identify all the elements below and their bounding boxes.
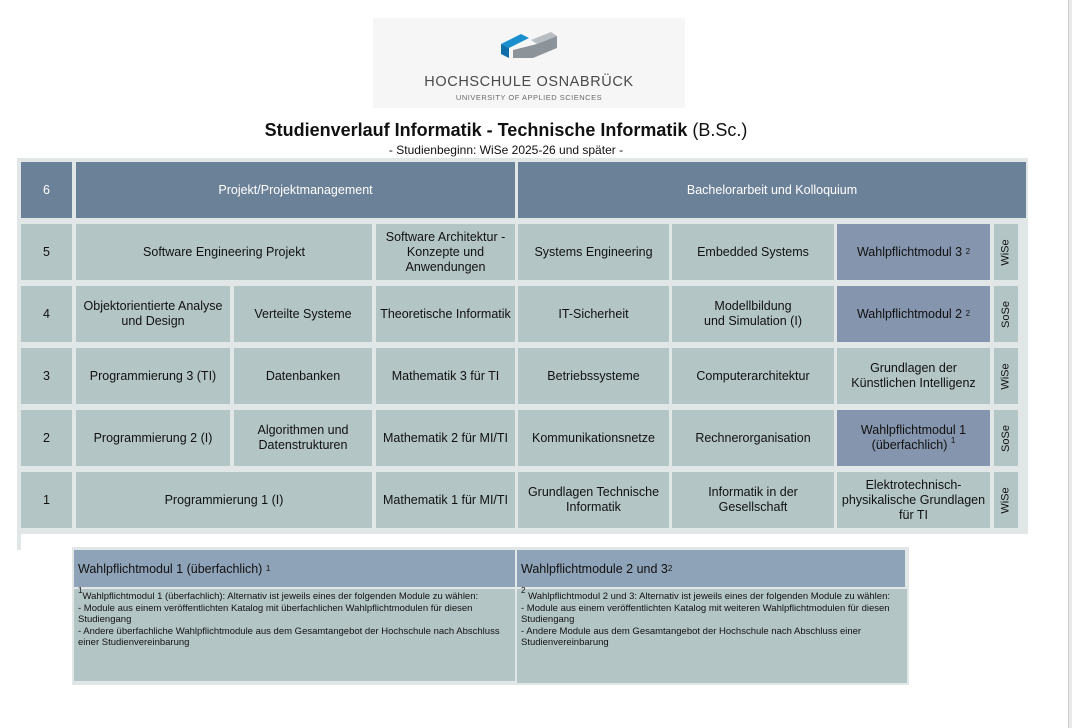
module-programmierung-3: Programmierung 3 (TI) bbox=[76, 348, 230, 404]
module-wahlpflicht-1-sublabel bbox=[872, 438, 956, 453]
legend-right-title-text: Wahlpflichtmodule 2 und 3 bbox=[521, 561, 668, 576]
module-software-engineering-projekt: Software Engineering Projekt bbox=[76, 224, 372, 280]
module-theoretische-informatik: Theoretische Informatik bbox=[376, 286, 515, 342]
module-it-sicherheit: IT-Sicherheit bbox=[518, 286, 669, 342]
term-text: WiSe bbox=[999, 486, 1012, 514]
module-wahlpflicht-3-label: Wahlpflichtmodul 3 bbox=[856, 244, 963, 259]
module-datenbanken: Datenbanken bbox=[234, 348, 372, 404]
module-wahlpflicht-1 bbox=[837, 410, 990, 466]
term-label-4 bbox=[994, 286, 1018, 342]
legend-right-body bbox=[517, 586, 907, 683]
module-embedded-systems: Embedded Systems bbox=[672, 224, 834, 280]
module-informatik-gesellschaft: Informatik in der Gesellschaft bbox=[672, 472, 834, 528]
title-degree: (B.Sc.) bbox=[687, 120, 748, 140]
module-kommunikationsnetze: Kommunikationsnetze bbox=[518, 410, 669, 466]
grid-edge bbox=[17, 534, 21, 550]
legend-right-title: Wahlpflichtmodule 2 und 3 2 bbox=[517, 550, 905, 587]
module-bachelorarbeit: Bachelorarbeit und Kolloquium bbox=[518, 162, 1026, 218]
module-ooad: Objektorientierte Analyse und Design bbox=[76, 286, 230, 342]
semester-number-1: 1 bbox=[21, 472, 72, 528]
module-wahlpflicht-3: Wahlpflichtmodul 3 2 bbox=[837, 224, 990, 280]
module-algorithmen: Algorithmen und Datenstrukturen bbox=[234, 410, 372, 466]
semester-number-4: 4 bbox=[21, 286, 72, 342]
module-mathematik-3: Mathematik 3 für TI bbox=[376, 348, 515, 404]
footnote-mark: 2 bbox=[521, 586, 526, 595]
term-text: SoSe bbox=[999, 424, 1012, 452]
term-label-2 bbox=[994, 410, 1018, 466]
module-computerarchitektur: Computerarchitektur bbox=[672, 348, 834, 404]
module-wahlpflicht-1-label: Wahlpflichtmodul 1 bbox=[860, 423, 967, 437]
page-title bbox=[0, 120, 1012, 141]
module-modellbildung: Modellbildung und Simulation (I) bbox=[672, 286, 834, 342]
title-main: Studienverlauf Informatik - Technische Informatik bbox=[264, 120, 688, 140]
module-betriebssysteme: Betriebssysteme bbox=[518, 348, 669, 404]
term-label-1 bbox=[994, 472, 1018, 528]
module-mathematik-2: Mathematik 2 für MI/TI bbox=[376, 410, 515, 466]
page-subtitle: - Studienbeginn: WiSe 2025-26 und später - bbox=[388, 143, 624, 157]
module-grundlagen-ti: Grundlagen Technische Informatik bbox=[518, 472, 669, 528]
footnote-mark: 1 bbox=[950, 436, 956, 445]
module-systems-engineering: Systems Engineering bbox=[518, 224, 669, 280]
module-wahlpflicht-1-type: (überfachlich) bbox=[871, 438, 948, 452]
module-software-architektur: Software Architektur - Konzepte und Anwendungen bbox=[376, 224, 515, 280]
logo-name: HOCHSCHULE OSNABRÜCK bbox=[424, 74, 634, 90]
term-label-3 bbox=[994, 348, 1018, 404]
module-projekt: Projekt/Projektmanagement bbox=[76, 162, 515, 218]
logo-mark-icon bbox=[499, 30, 559, 64]
scrollbar-track[interactable] bbox=[1068, 0, 1072, 728]
legend-left-body bbox=[74, 586, 515, 681]
term-label-5 bbox=[994, 224, 1018, 280]
legend-left-title-text: Wahlpflichtmodul 1 (überfachlich) bbox=[78, 561, 263, 576]
logo-subtitle: UNIVERSITY OF APPLIED SCIENCES bbox=[455, 93, 603, 102]
semester-number-3: 3 bbox=[21, 348, 72, 404]
term-text: WiSe bbox=[999, 238, 1012, 266]
module-mathematik-1: Mathematik 1 für MI/TI bbox=[376, 472, 515, 528]
legend-right-text: Wahlpflichtmodul 2 und 3: Alternativ ist jeweils eines der folgenden Module zu wählen: - Module aus einem veröffentlichten Katalog mit weiteren Wahlpflichtmodulen für diesen Studiengang - Andere Module aus dem Gesamtangebot der Hochschule nach Abschluss einer Studienvereinbarung bbox=[521, 591, 891, 648]
module-verteilte-systeme: Verteilte Systeme bbox=[234, 286, 372, 342]
term-text: WiSe bbox=[999, 362, 1012, 390]
module-programmierung-2: Programmierung 2 (I) bbox=[76, 410, 230, 466]
semester-number-2: 2 bbox=[21, 410, 72, 466]
semester-number-6: 6 bbox=[21, 162, 72, 218]
module-programmierung-1: Programmierung 1 (I) bbox=[76, 472, 372, 528]
legend-left-text: Wahlpflichtmodul 1 (überfachlich): Alternativ ist jeweils eines der folgenden Module zu wählen: - Module aus einem veröffentlichten Katalog mit überfachlichen Wahlpflichtmodulen für diesen Studiengang - Andere überfachliche Wahlpflichtmodule aus dem Gesamtangebot der Hochschule nach Abschluss einer Studienvereinbarung bbox=[78, 591, 500, 648]
module-ki-grundlagen: Grundlagen der Künstlichen Intelligenz bbox=[837, 348, 990, 404]
footnote-mark: 1 bbox=[78, 586, 83, 595]
module-elektrotechnik: Elektrotechnisch-physikalische Grundlagen für TI bbox=[837, 472, 990, 528]
module-wahlpflicht-2-label: Wahlpflichtmodul 2 bbox=[856, 306, 963, 321]
term-text: SoSe bbox=[999, 300, 1012, 328]
university-logo bbox=[373, 18, 685, 108]
module-wahlpflicht-2: Wahlpflichtmodul 2 2 bbox=[837, 286, 990, 342]
legend-left-title: Wahlpflichtmodul 1 (überfachlich) 1 bbox=[74, 550, 515, 587]
module-rechnerorganisation: Rechnerorganisation bbox=[672, 410, 834, 466]
semester-number-5: 5 bbox=[21, 224, 72, 280]
